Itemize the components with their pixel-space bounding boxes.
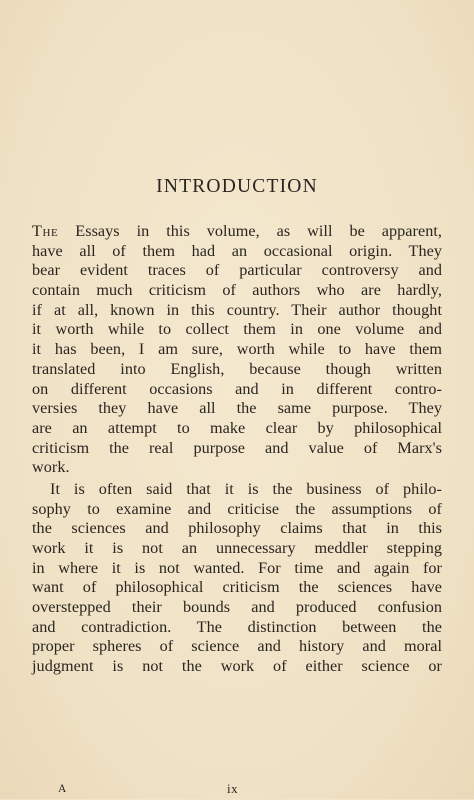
text-line: work it is not an unnecessary meddler stepping <box>32 539 442 557</box>
text-line: overstepped their bounds and produced confusion <box>32 598 442 617</box>
page-footer <box>0 781 474 800</box>
text-line: proper spheres of science and history and moral <box>32 637 442 656</box>
text-line: judgment is not the work of either science or <box>32 657 442 676</box>
text-line: It is often said that it is the business of philo- <box>50 479 442 498</box>
text-line: it worth while to collect them in one volume and <box>32 320 442 339</box>
dropcap-word: The <box>32 222 59 240</box>
paragraph-2 <box>32 480 442 677</box>
paragraph-1 <box>32 222 442 478</box>
text-line: if at all, known in this country. Their author thought <box>32 300 442 319</box>
text-line: criticism the real purpose and value of Marx's <box>32 438 442 457</box>
text-line <box>32 222 442 242</box>
text-line: versies they have all the same purpose. They <box>32 399 442 418</box>
text-line: and contradiction. The distinction between the <box>32 617 442 636</box>
text-line: work. <box>32 458 70 477</box>
text-line: on different occasions and in different contro- <box>32 379 442 398</box>
text-line: contain much criticism of authors who are hardly, <box>32 281 442 300</box>
text-line: in where it is not wanted. For time and again for <box>32 558 442 577</box>
signature-mark: A <box>58 783 67 795</box>
text-line: translated into English, because though written <box>32 359 442 378</box>
text-line: have all of them had an occasional origin. They <box>32 241 442 260</box>
text-line: want of philosophical criticism the sciences have <box>32 578 442 597</box>
page-number: ix <box>227 781 239 796</box>
text-line: it has been, I am sure, worth while to have them <box>32 340 442 359</box>
first-line-text: Essays in this volume, as will be apparent, <box>75 222 442 240</box>
chapter-heading: INTRODUCTION <box>156 176 318 197</box>
text-line: sophy to examine and criticise the assumptions of <box>32 499 442 518</box>
text-line: are an attempt to make clear by philosophical <box>32 418 442 437</box>
text-line: bear evident traces of particular controversy and <box>32 261 442 280</box>
text-line: the sciences and philosophy claims that in this <box>32 519 442 538</box>
body-text <box>32 222 442 677</box>
